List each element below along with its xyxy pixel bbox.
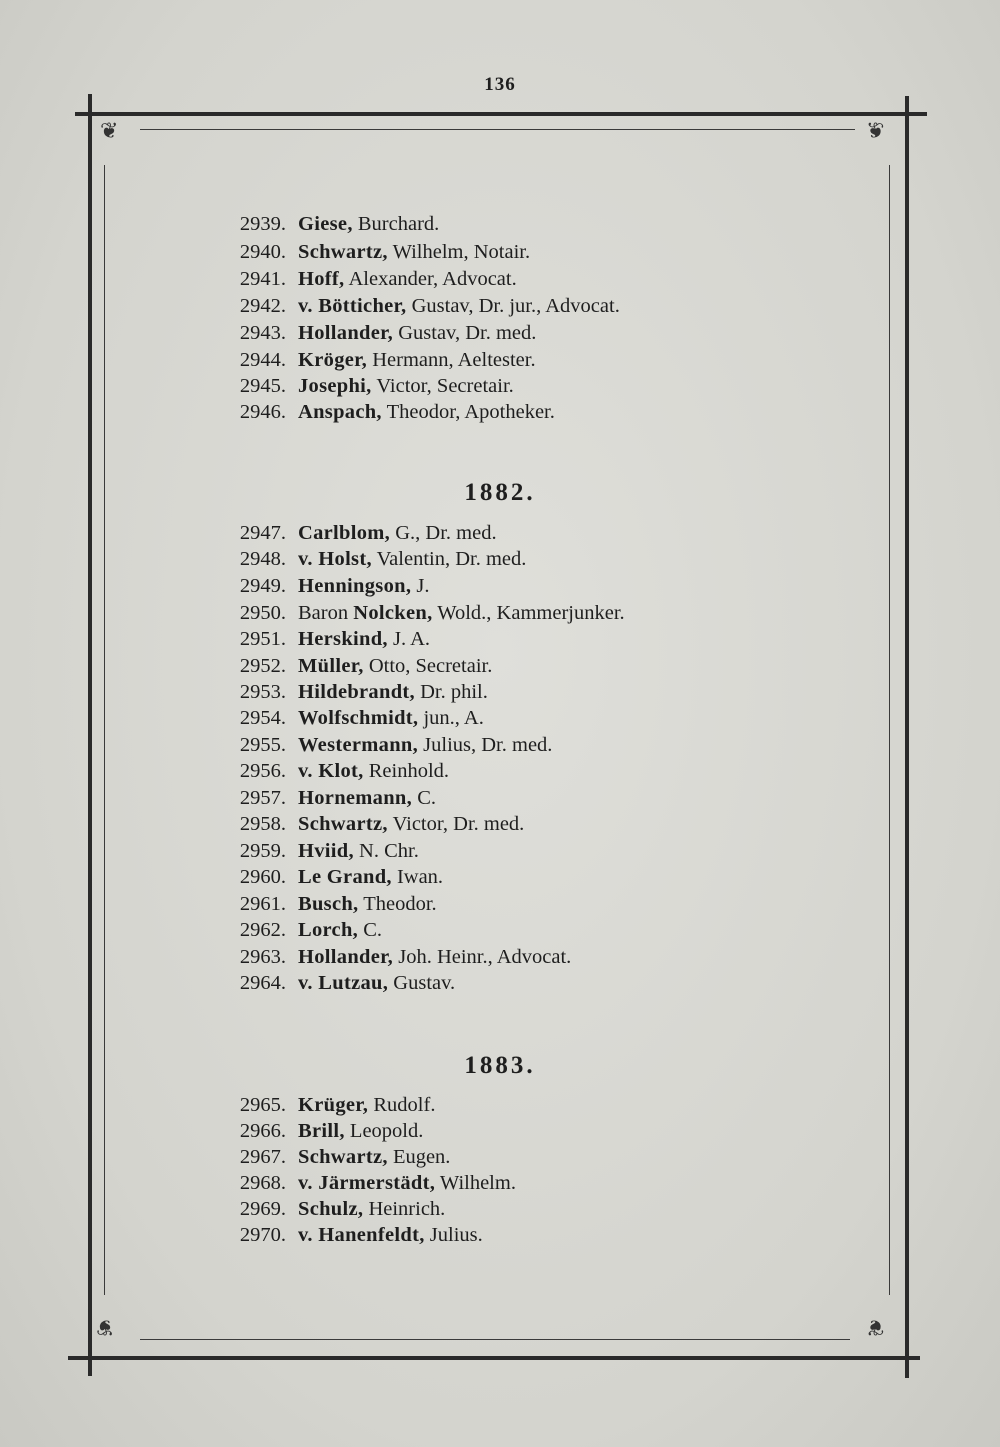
entry-name: v. Klot, [298,760,364,782]
entry-name: Wolfschmidt, [298,707,419,729]
entry-number: 2939. [239,213,286,235]
list-item [222,678,488,706]
entry-name: Giese, [298,213,353,235]
list-item [222,346,536,374]
list-item [222,943,571,971]
entry-details: Rudolf. [368,1094,436,1116]
entry-name: Kröger, [298,349,368,371]
year-heading-1883: 1883. [464,1052,536,1079]
entry-number: 2944. [239,349,286,371]
list-item [222,916,382,944]
entry-details: Joh. Heinr., Advocat. [393,946,572,968]
list-item [222,969,455,997]
entry-name: Hviid, [298,840,354,862]
entry-details: Heinrich. [363,1198,446,1220]
entry-details: Hermann, Aeltester. [367,349,536,371]
list-item [222,599,625,627]
entry-name: Müller, [298,655,364,677]
entry-name: Herskind, [298,628,388,650]
list-item [222,1117,423,1145]
list-item [222,704,484,732]
entry-number: 2966. [239,1120,286,1142]
entry-name: v. Järmerstädt, [298,1172,436,1194]
list-item [222,265,517,293]
entry-number: 2964. [239,972,286,994]
entry-details: jun., A. [418,707,484,729]
entry-number: 2962. [239,919,286,941]
list-item [222,1221,483,1249]
entry-prefix: Baron [298,602,354,624]
entry-number: 2969. [239,1198,286,1220]
entry-details: Iwan. [391,866,444,888]
entry-details: Gustav, Dr. jur., Advocat. [406,295,620,317]
entry-name: Schwartz, [298,241,388,263]
entry-number: 2963. [239,946,286,968]
entry-details: Burchard. [352,213,440,235]
corner-ornament-top-left: ❦ [100,118,119,143]
list-item [222,837,419,865]
entry-number: 2967. [239,1146,286,1168]
list-item [222,890,437,918]
entry-name: Schwartz, [298,1146,388,1168]
entry-number: 2954. [239,707,286,729]
corner-ornament-top-right: ❦ [866,118,885,143]
list-item [222,545,526,573]
entry-details: Julius. [424,1224,483,1246]
entry-number: 2949. [239,575,286,597]
entry-name: Nolcken, [353,602,433,624]
entry-details: Gustav. [388,972,456,994]
entry-name: Hornemann, [298,787,413,809]
entry-name: Schwartz, [298,813,388,835]
entry-number: 2948. [239,548,286,570]
entry-number: 2946. [239,401,286,423]
entry-name: Hollander, [298,322,394,344]
list-item [222,519,497,547]
entry-name: Hoff, [298,268,345,290]
entry-details: J. A. [387,628,431,650]
entry-name: v. Holst, [298,548,372,570]
entry-details: Wold., Kammerjunker. [432,602,625,624]
entry-name: v. Hanenfeldt, [298,1224,425,1246]
entry-number: 2943. [239,322,286,344]
entry-details: J. [411,575,430,597]
entry-name: v. Lutzau, [298,972,389,994]
list-item [222,319,536,347]
list-item [222,652,492,680]
entry-details: C. [412,787,436,809]
list-item [222,1143,450,1171]
entry-name: Lorch, [298,919,359,941]
entry-number: 2968. [239,1172,286,1194]
entry-details: Theodor. [358,893,437,915]
entry-details: Leopold. [344,1120,424,1142]
entry-number: 2957. [239,787,286,809]
list-item [222,731,552,759]
entry-details: N. Chr. [353,840,419,862]
list-item [222,210,439,238]
entry-name: Henningson, [298,575,412,597]
entry-name: Brill, [298,1120,345,1142]
entry-details: Julius, Dr. med. [418,734,553,756]
list-item [222,810,524,838]
entry-number: 2956. [239,760,286,782]
entry-details: Victor, Dr. med. [387,813,525,835]
entry-details: Eugen. [387,1146,451,1168]
page-number: 136 [484,74,516,95]
entry-details: Otto, Secretair. [363,655,493,677]
entry-name: Busch, [298,893,359,915]
entry-number: 2960. [239,866,286,888]
entry-number: 2940. [239,241,286,263]
list-item [222,784,436,812]
entry-name: Westermann, [298,734,419,756]
corner-ornament-bottom-right: ❦ [866,1315,885,1340]
list-item [222,572,429,600]
list-item [222,625,430,653]
entry-details: Reinhold. [363,760,450,782]
entry-details: Wilhelm, Notair. [387,241,531,263]
entry-name: Hollander, [298,946,394,968]
list-item [222,757,449,785]
entry-details: Wilhelm. [435,1172,516,1194]
entry-details: Gustav, Dr. med. [393,322,537,344]
list-item [222,398,555,426]
list-item [222,238,530,266]
list-item [222,1169,516,1197]
entry-details: C. [358,919,383,941]
entry-name: Hildebrandt, [298,681,415,703]
entry-number: 2947. [239,522,286,544]
entry-number: 2955. [239,734,286,756]
entry-number: 2942. [239,295,286,317]
entry-number: 2941. [239,268,286,290]
corner-ornament-bottom-left: ❦ [96,1315,115,1340]
entry-number: 2959. [239,840,286,862]
list-item [222,292,620,320]
entry-number: 2953. [239,681,286,703]
entry-name: v. Bötticher, [298,295,407,317]
entry-name: Anspach, [298,401,382,423]
entry-number: 2970. [239,1224,286,1246]
entry-number: 2961. [239,893,286,915]
entry-details: Theodor, Apotheker. [381,401,555,423]
list-item [222,372,514,400]
entry-details: Valentin, Dr. med. [371,548,527,570]
list-item [222,863,443,891]
year-heading-1882: 1882. [464,479,536,506]
list-item [222,1091,435,1119]
entry-number: 2958. [239,813,286,835]
entry-details: Alexander, Advocat. [344,268,517,290]
entry-name: Krüger, [298,1094,369,1116]
entry-name: Josephi, [298,375,372,397]
entry-name: Carlblom, [298,522,391,544]
entry-details: Victor, Secretair. [371,375,514,397]
list-item [222,1195,445,1223]
entry-number: 2952. [239,655,286,677]
entry-name: Le Grand, [298,866,392,888]
entry-number: 2951. [239,628,286,650]
entry-details: Dr. phil. [414,681,488,703]
entry-details: G., Dr. med. [390,522,497,544]
entry-number: 2965. [239,1094,286,1116]
entry-number: 2945. [239,375,286,397]
entry-name: Schulz, [298,1198,364,1220]
entry-number: 2950. [239,602,286,624]
